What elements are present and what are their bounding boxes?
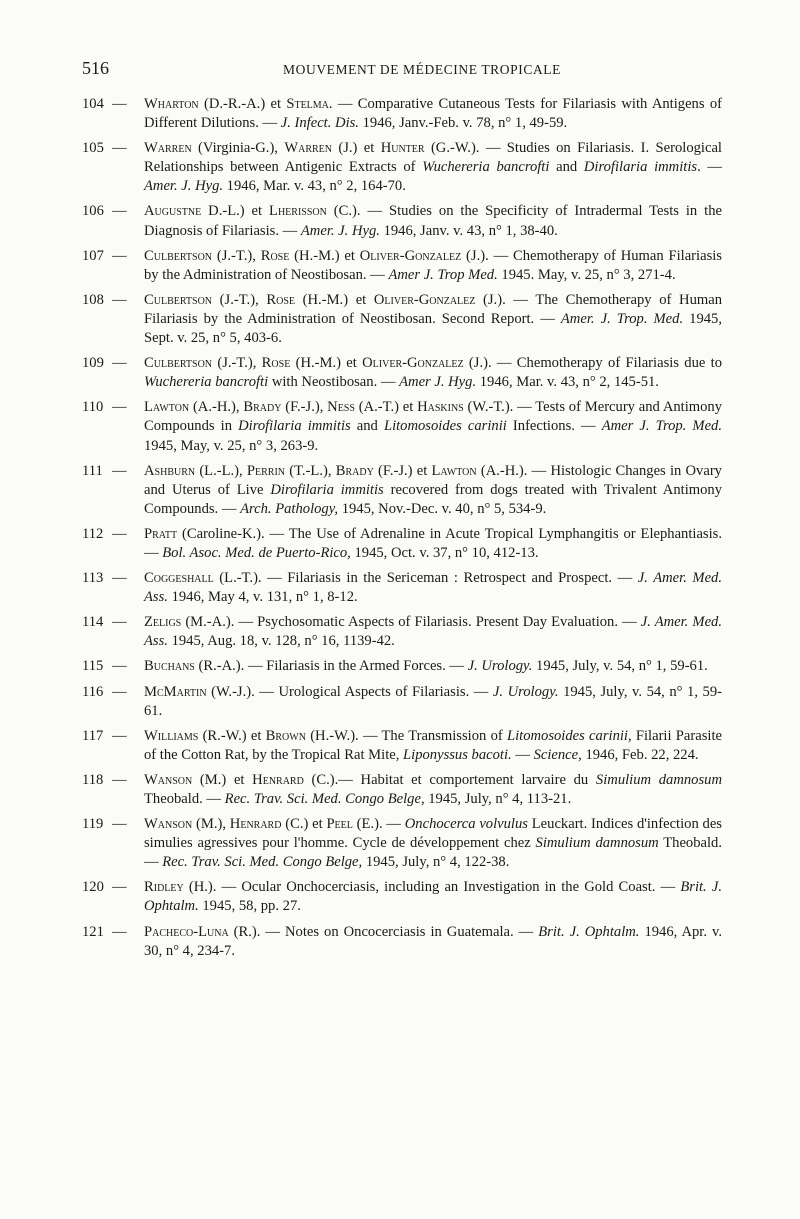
italic-text: J. Urology.: [492, 683, 559, 700]
entry-segment: . —: [697, 159, 722, 176]
entry-number: 107: [82, 247, 104, 264]
italic-text: Brit. J. Ophtalm.: [538, 923, 640, 940]
italic-text: Dirofilaria immitis: [270, 481, 384, 498]
italic-text: Amer J. Trop Med.: [388, 266, 498, 283]
bibliography-entry: [82, 815, 722, 872]
author-name: Brady: [335, 462, 374, 479]
entry-segment: D.-L.) et: [201, 203, 270, 220]
italic-text: Onchocerca volvulus: [404, 816, 528, 833]
italic-text: Rec. Trav. Sci. Med. Congo Belge,: [224, 791, 425, 807]
entry-segment: (J.-T.),: [212, 291, 267, 308]
entry-segment: 1945, Aug. 18, v. 128, n° 16, 1139-42.: [167, 633, 395, 650]
entry-segment: (F.-J.) et: [373, 462, 432, 479]
author-name: Perrin: [246, 462, 286, 479]
entry-segment: 1946, May 4, v. 131, n° 1, 8-12.: [167, 589, 358, 606]
bibliography-entry: [82, 291, 722, 348]
author-name: Zeligs: [144, 614, 182, 631]
bibliography-entry: [82, 878, 722, 916]
entry-segment: 1945, July, n° 4, 113-21.: [424, 791, 572, 807]
entry-segment: 1946, Janv.-Feb. v. 78, n° 1, 49-59.: [358, 115, 568, 132]
author-name: Warren: [284, 140, 332, 157]
entry-number: 121: [82, 923, 104, 940]
entry-text: [144, 878, 722, 916]
entry-dash: —: [112, 203, 127, 220]
author-name: Haskins: [417, 399, 464, 416]
entry-dash: —: [112, 658, 127, 675]
author-name: Warren: [144, 140, 192, 157]
entry-segment: (G.-W.). — Studies on Filariasis. I. Serological Relationships between Antigenic Extracts of: [144, 140, 722, 176]
author-name: Oliver-Gonzalez: [359, 247, 462, 264]
entry-segment: (A.-T.) et: [354, 399, 418, 416]
bibliography-entry: [82, 923, 722, 961]
entry-number: 112: [82, 525, 104, 542]
entry-segment: (F.-J.),: [281, 399, 328, 416]
entry-text: [144, 923, 722, 961]
entry-text: [144, 202, 722, 240]
author-name: Lherisson: [269, 203, 327, 220]
author-name: Henrard: [229, 816, 282, 833]
entry-segment: (H.-W.). — The Transmission of: [305, 727, 507, 744]
italic-text: Amer. J. Hyg.: [144, 178, 224, 195]
entry-segment: (J.). — The Chemotherapy of Human Filariasis by the Administration of Neostibosan. Second Report. —: [144, 291, 723, 327]
entry-text: [144, 771, 722, 809]
entry-segment: 1946, Feb. 22, 224.: [581, 746, 699, 763]
entry-text: [144, 398, 722, 455]
entry-segment: Leuckart. Indices d'infection des simulies agressives pour l'homme. Cycle de développement chez: [144, 816, 722, 852]
entry-dash: —: [112, 355, 127, 372]
italic-text: Amer J. Hyg.: [399, 374, 477, 391]
italic-text: Liponyssus bacoti.: [403, 746, 512, 763]
entry-segment: 1946, Mar. v. 43, n° 2, 164-70.: [223, 178, 406, 195]
author-name: Stelma: [286, 96, 329, 112]
entry-text: [144, 525, 722, 563]
author-name: Pratt: [144, 525, 178, 542]
bibliography-entry: [82, 525, 722, 563]
italic-text: Litomosoides carinii,: [506, 727, 632, 744]
entry-segment: (M.) et: [192, 771, 253, 788]
entry-segment: (M.),: [192, 816, 230, 833]
bibliography-entry: [82, 398, 722, 455]
bibliography-entry: [82, 771, 722, 809]
entry-segment: 1945, Oct. v. 37, n° 10, 412-13.: [350, 544, 539, 561]
entry-segment: (R.). — Notes on Oncocerciasis in Guatemala. —: [228, 923, 539, 940]
author-name: Ness: [327, 399, 355, 416]
entry-dash: —: [112, 570, 127, 587]
author-name: Culbertson: [144, 355, 213, 372]
italic-text: Arch. Pathology,: [240, 500, 339, 517]
entry-segment: and: [549, 159, 584, 176]
author-name: Hunter: [380, 140, 425, 157]
bibliography-entry: [82, 247, 722, 285]
bibliography-entry: [82, 657, 722, 676]
entry-text: [144, 727, 722, 765]
entry-text: [144, 613, 722, 651]
entry-segment: 1945. May, v. 25, n° 3, 271-4.: [497, 266, 676, 283]
entry-segment: (M.-A.). — Psychosomatic Aspects of Filariasis. Present Day Evaluation. —: [181, 614, 641, 631]
italic-text: Rec. Trav. Sci. Med. Congo Belge,: [162, 854, 363, 871]
entry-dash: —: [112, 291, 127, 308]
entry-segment: (T.-L.),: [285, 462, 336, 479]
entry-segment: . — Comparative Cutaneous Tests for Filariasis with Antigens of Different Dilutions. —: [144, 96, 722, 132]
entry-number: 110: [82, 399, 104, 416]
entry-segment: (C.) et: [281, 816, 327, 833]
entry-dash: —: [112, 727, 127, 744]
entry-segment: Theobald. —: [144, 835, 722, 871]
italic-text: Bol. Asoc. Med. de Puerto-Rico,: [162, 544, 351, 561]
entry-segment: (J.-T.),: [212, 247, 261, 264]
entry-text: [144, 815, 722, 872]
author-name: Peel: [326, 816, 353, 833]
entry-segment: 1945, May, v. 25, n° 3, 263-9.: [144, 437, 319, 454]
entry-text: [144, 657, 722, 676]
entry-segment: (W.-T.). — Tests of Mercury and Antimony Compounds in: [144, 399, 723, 435]
entry-dash: —: [112, 683, 127, 700]
entry-segment: with Neostibosan. —: [268, 374, 400, 391]
entry-segment: (D.-R.-A.) et: [198, 96, 287, 112]
entry-text: [144, 247, 722, 285]
entry-segment: (A.-H.),: [189, 399, 244, 416]
entry-segment: 1946, Janv. v. 43, n° 1, 38-40.: [379, 222, 558, 239]
author-name: Ashburn: [144, 462, 196, 479]
entry-dash: —: [112, 96, 127, 112]
entry-number: 116: [82, 683, 104, 700]
entry-segment: 1945, Sept. v. 25, n° 5, 403-6.: [144, 310, 723, 347]
author-name: Rose: [260, 247, 290, 264]
entry-segment: (J.) et: [332, 140, 381, 157]
entry-segment: (C.). — Studies on the Specificity of Intradermal Tests in the Diagnosis of Filariasis. —: [144, 203, 722, 239]
entry-segment: (A.-H.). — Histologic Changes in Ovary and Uterus of Live: [144, 462, 722, 498]
entry-number: 106: [82, 203, 104, 220]
entry-text: [144, 139, 722, 196]
author-name: Wanson: [144, 816, 193, 833]
entry-number: 105: [82, 140, 104, 157]
author-name: Coggeshall: [144, 570, 214, 587]
entry-text: [144, 462, 722, 519]
entry-segment: (H.-M.) et: [295, 291, 374, 308]
author-name: Henrard: [252, 771, 304, 788]
entry-segment: (J.). — Chemotherapy of Filariasis due to: [463, 355, 722, 372]
entry-number: 118: [82, 771, 104, 788]
entry-dash: —: [112, 247, 127, 264]
entry-segment: (L.-L.),: [195, 462, 247, 479]
entry-segment: 1945, July, n° 4, 122-38.: [362, 854, 510, 871]
entry-dash: —: [112, 771, 127, 788]
entry-dash: —: [112, 614, 127, 631]
italic-text: J. Amer. Med. Ass.: [144, 570, 722, 606]
author-name: Oliver-Gonzalez: [362, 355, 464, 372]
entry-number: 113: [82, 570, 104, 587]
italic-text: Dirofilaria immitis: [238, 418, 351, 435]
author-name: Lawton: [431, 462, 477, 479]
entry-dash: —: [112, 923, 127, 940]
entry-text: [144, 683, 722, 721]
entry-number: 104: [82, 96, 104, 112]
author-name: Buchans: [144, 658, 195, 675]
bibliography-entry: [82, 202, 722, 240]
entry-text: [144, 354, 722, 392]
italic-text: Litomosoides carinii: [383, 418, 507, 435]
italic-text: J. Urology.: [467, 658, 533, 675]
entry-segment: Infections. —: [506, 418, 602, 435]
italic-text: Dirofilaria immitis: [583, 159, 698, 176]
entry-segment: Theobald. —: [144, 791, 225, 807]
author-name: Culbertson: [144, 291, 213, 308]
author-name: Williams: [144, 727, 199, 744]
running-title: MOUVEMENT DE MÉDECINE TROPICALE: [283, 62, 561, 77]
bibliography-entry: [82, 139, 722, 196]
entry-number: 108: [82, 291, 104, 308]
entry-number: 109: [82, 355, 104, 372]
italic-text: Amer. J. Hyg.: [300, 222, 380, 239]
bibliography-list: [82, 95, 722, 967]
entry-segment: (W.-J.). — Urological Aspects of Filariasis. —: [206, 683, 493, 700]
entry-segment: (L.-T.). — Filariasis in the Sericeman : Retrospect and Prospect. —: [213, 570, 638, 587]
italic-text: J. Amer. Med. Ass.: [144, 614, 722, 650]
entry-segment: Filarii Parasite of the Cotton Rat, by the Tropical Rat Mite,: [144, 727, 722, 763]
author-name: Brady: [243, 399, 282, 416]
italic-text: Wuchereria bancrofti: [144, 374, 269, 391]
entry-dash: —: [112, 525, 127, 542]
author-name: McMartin: [144, 683, 207, 700]
page-number: 516: [82, 58, 109, 78]
italic-text: Amer J. Trop. Med.: [601, 418, 722, 435]
italic-text: J. Infect. Dis.: [280, 115, 359, 132]
entry-text: [144, 95, 722, 133]
entry-segment: —: [511, 746, 534, 763]
entry-segment: (R.-A.). — Filariasis in the Armed Forces. —: [194, 658, 468, 675]
entry-segment: (R.-W.) et: [198, 727, 266, 744]
author-name: Culbertson: [144, 247, 213, 264]
entry-segment: (C.).— Habitat et comportement larvaire du: [303, 771, 596, 788]
entry-text: [144, 291, 722, 348]
entry-number: 117: [82, 727, 104, 744]
entry-text: [144, 569, 722, 607]
italic-text: Simulium damnosum: [535, 835, 659, 852]
author-name: Lawton: [144, 399, 190, 416]
author-name: Oliver-Gonzalez: [373, 291, 476, 308]
entry-number: 114: [82, 614, 104, 631]
bibliography-entry: [82, 569, 722, 607]
author-name: Augustne: [144, 203, 202, 220]
entry-segment: 1946, Apr. v. 30, n° 4, 234-7.: [144, 923, 722, 959]
author-name: Wanson: [144, 771, 193, 788]
entry-dash: —: [112, 816, 127, 833]
entry-segment: (H.). — Ocular Onchocerciasis, including an Investigation in the Gold Coast. —: [183, 879, 681, 896]
entry-dash: —: [112, 879, 127, 896]
entry-segment: (Caroline-K.). — The Use of Adrenaline in Acute Tropical Lymphangitis or Elephantiasis. —: [144, 525, 722, 561]
entry-segment: (Virginia-G.),: [191, 140, 285, 157]
entry-dash: —: [112, 140, 127, 157]
author-name: Rose: [266, 291, 296, 308]
italic-text: Wuchereria bancrofti: [422, 159, 550, 176]
author-name: Rose: [261, 355, 291, 372]
entry-segment: 1945, July, v. 54, n° 1, 59-61.: [144, 683, 722, 719]
author-name: Ridley: [144, 879, 184, 896]
bibliography-entry: [82, 727, 722, 765]
entry-number: 119: [82, 816, 104, 833]
bibliography-entry: [82, 462, 722, 519]
entry-number: 115: [82, 658, 104, 675]
bibliography-entry: [82, 354, 722, 392]
entry-segment: (J.-T.),: [212, 355, 262, 372]
author-name: Pacheco-Luna: [144, 923, 229, 940]
entry-dash: —: [112, 399, 127, 416]
entry-segment: and: [350, 418, 384, 435]
entry-segment: (J.). — Chemotherapy of Human Filariasis by the Administration of Neostibosan. —: [144, 247, 722, 283]
italic-text: Brit. J. Ophtalm.: [144, 879, 722, 915]
bibliography-entry: [82, 95, 722, 133]
page-header: [82, 58, 722, 82]
italic-text: Science,: [533, 746, 582, 763]
bibliography-entry: [82, 613, 722, 651]
entry-number: 120: [82, 879, 104, 896]
entry-segment: 1945, 58, pp. 27.: [198, 898, 301, 915]
author-name: Wharton: [144, 96, 199, 112]
italic-text: Amer. J. Trop. Med.: [560, 310, 684, 327]
entry-dash: —: [112, 462, 127, 479]
entry-segment: (H.-M.) et: [289, 247, 360, 264]
entry-segment: 1945, July, v. 54, n° 1, 59-61.: [532, 658, 708, 675]
bibliography-entry: [82, 683, 722, 721]
entry-segment: (E.). —: [352, 816, 405, 833]
entry-segment: 1945, Nov.-Dec. v. 40, n° 5, 534-9.: [338, 500, 547, 517]
entry-number: 111: [82, 462, 103, 479]
author-name: Brown: [265, 727, 306, 744]
italic-text: Simulium damnosum: [595, 771, 722, 788]
entry-segment: 1946, Mar. v. 43, n° 2, 145-51.: [476, 374, 659, 391]
entry-segment: recovered from dogs treated with Trivalent Antimony Compounds. —: [144, 481, 722, 517]
entry-segment: (H.-M.) et: [290, 355, 363, 372]
